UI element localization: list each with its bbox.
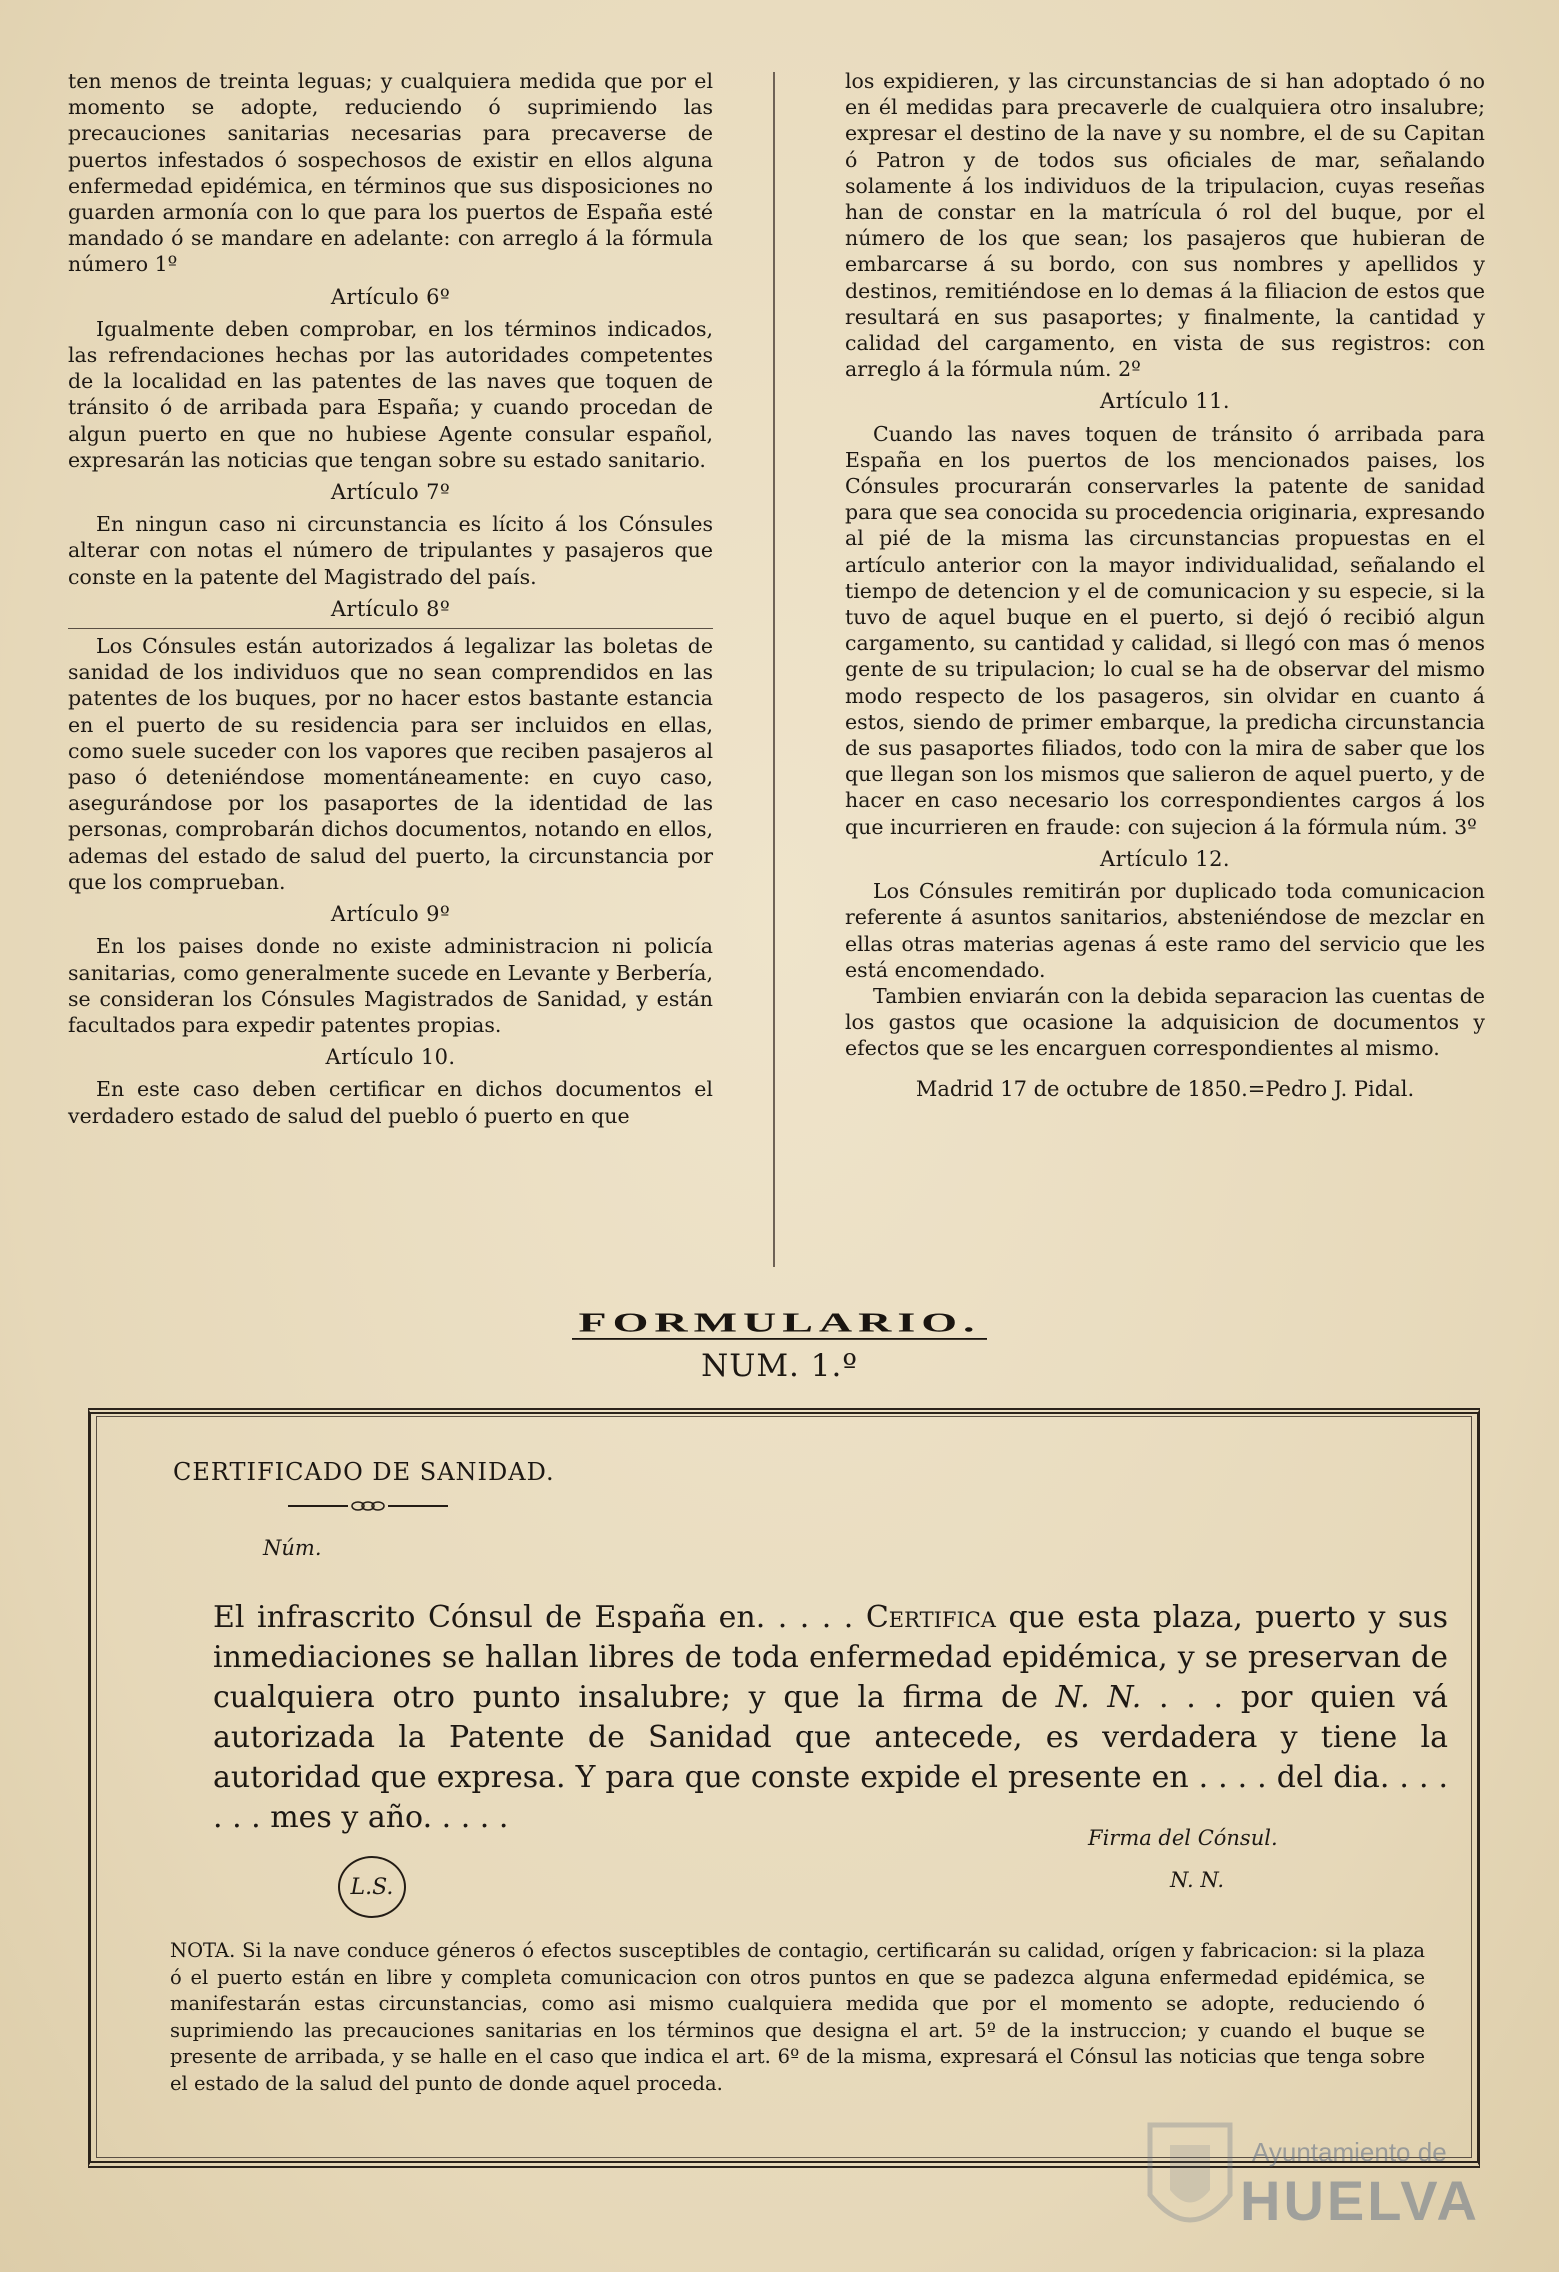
paragraph-art6: Igualmente deben comprobar, en los términos indicados, las refrendaciones hechas por las autoridades competentes de la localidad en las patentes de las naves que toquen de tránsito ó de arribada para España; y cuando procedan de algun puerto en que no hubiese Agente consular español, expresarán las noticias que tengan sobre su estado sanitario. bbox=[68, 316, 713, 472]
ornament-divider-icon bbox=[288, 1500, 448, 1512]
paragraph-art7: En ningun caso ni circunstancia es lícito á los Cónsules alterar con notas el número de tripulantes y pasajeros que conste en la patente del Magistrado del país. bbox=[68, 512, 713, 589]
note-text: Si la nave conduce géneros ó efectos susceptibles de contagio, certificarán su calidad, orígen y fabricacion: si la plaza ó el puerto están en libre y completa comunicacion con otros puntos en que se padezca alguna enfermedad epidémica, se manifestarán estas circunstancias, como asi mismo cualquiera medida que por el momento se adopte, reduciendo ó suprimiendo las precauciones sanitarias en los términos que designa el art. 5º de la instruccion; y cuando el buque se presente de arribada, y se halle en el caso que indica el art. 6º de la misma, expresará el Cónsul las noticias que tenga sobre el estado de la salud del punto de donde aquel proceda. bbox=[170, 1939, 1425, 2095]
heading-articulo-8: Artículo 8º bbox=[330, 596, 451, 621]
divider-line bbox=[68, 628, 713, 629]
certificate-body bbox=[213, 1598, 1448, 1838]
heading-articulo-9: Artículo 9º bbox=[330, 902, 451, 927]
paragraph-art5-continuation: ten menos de treinta leguas; y cualquiera medida que por el momento se adopte, reduciendo ó suprimiendo las precauciones sanitarias necesarias para precaverse de puertos infestados ó sospechosos de existir en ellos alguna enfermedad epidémica, en términos que sus disposiciones no guarden armonía con lo que para los puertos de España esté mandado ó se mandare en adelante: con arreglo á la fórmula número 1º bbox=[68, 69, 713, 277]
watermark-text-line2: HUELVA bbox=[1240, 2169, 1480, 2232]
paragraph-art11: Cuando las naves toquen de tránsito ó arribada para España en los puertos de los mencionados paises, los Cónsules procurarán conservarles la patente de sanidad para que sea conocida su procedencia originaria, expresando al pié de la misma las circunstancias propuestas en el artículo anterior con la mayor individualidad, señalando el tiempo de detencion y el de comunicacion y su especie, si la tuvo de aquel buque en el puerto, si dejó ó recibió algun cargamento, su cantidad y calidad, si llegó con mas ó menos gente de su tripulacion; lo cual se ha de observar del mismo modo respecto de los pasageros, sin olvidar en cuanto á estos, siendo de primer embarque, la predicha circunstancia de sus pasaportes filiados, todo con la mira de saber que los que llegan son los mismos que salieron de aquel puerto, y de hacer en caso necesario los correspondientes cargos á los que incurrieren en fraude: con sujecion á la fórmula núm. 3º bbox=[845, 421, 1485, 839]
body-part-1: El infrascrito Cónsul de España en. . . . . bbox=[213, 1600, 854, 1635]
paragraph-art10: En este caso deben certificar en dichos documentos el verdadero estado de salud del pueblo ó puerto en que bbox=[68, 1077, 713, 1128]
formulario-title bbox=[0, 1295, 1559, 1351]
watermark-text-line1: Ayuntamiento de bbox=[1252, 2137, 1447, 2167]
body-nn: N. N. bbox=[1055, 1680, 1142, 1715]
certificate-title: CERTIFICADO DE SANIDAD. bbox=[173, 1458, 555, 1486]
paragraph-art8: Los Cónsules están autorizados á legalizar las boletas de sanidad de los individuos que no sean comprendidos en las patentes de los buques, por no hacer estos bastante estancia en el puerto de su residencia para ser incluidos en ellas, como suele suceder con los vapores que reciben pasajeros al paso ó deteniéndose momentáneamente: en cuyo caso, asegurándose por los pasaportes de la identidad de las personas, comprobarán dichos documentos, notando en ellos, ademas del estado de salud del puerto, la circunstancia por que los comprueban. bbox=[68, 634, 713, 894]
certificate-number-label: Núm. bbox=[263, 1536, 322, 1560]
certificate-note bbox=[170, 1938, 1425, 2097]
date-signature: Madrid 17 de octubre de 1850.=Pedro J. Pidal. bbox=[915, 1076, 1415, 1101]
body-part-2: que esta plaza, puerto y sus inmediaciones se hallan libres de toda enfermedad epidémica, y se preservan de cualquiera otro punto insalubre; y que la firma de bbox=[213, 1600, 1449, 1715]
consul-signature-label: Firma del Cónsul. bbox=[1088, 1826, 1278, 1850]
note-label: NOTA. bbox=[170, 1939, 236, 1962]
certificate-frame bbox=[88, 1408, 1480, 2168]
heading-articulo-7: Artículo 7º bbox=[330, 480, 451, 505]
heading-articulo-12: Artículo 12. bbox=[1100, 846, 1230, 871]
formulario-number: NUM. 1.º bbox=[701, 1348, 858, 1384]
heading-articulo-10: Artículo 10. bbox=[325, 1045, 456, 1070]
right-column bbox=[845, 68, 1485, 1102]
body-part-3: . . . por quien vá autorizada la Patente de Sanidad que antecede, es verdadera y tiene la autoridad que expresa. Y para que conste expide el presente en . . . . del dia. . . . . . . mes y año. . . . . bbox=[213, 1680, 1448, 1835]
body-certifica: Certifica bbox=[865, 1600, 996, 1635]
consul-name: N. N. bbox=[1170, 1868, 1225, 1892]
paragraph-art10-continuation: los expidieren, y las circunstancias de si han adoptado ó no en él medidas para precaverle de cualquiera otro insalubre; expresar el destino de la nave y su nombre, el de su Capitan ó Patron y de todos sus oficiales de mar, señalando solamente á los individuos de la tripulacion, cuyas reseñas han de constar en la matrícula ó rol del buque, por el número de los que sean; los pasajeros que hubieran de embarcarse á su bordo, con sus nombres y apellidos y destinos, remitiéndose en lo demas á la filiacion de estos que resultará en sus pasaportes; y finalmente, la cantidad y calidad del cargamento, en vista de sus registros: con arreglo á la fórmula núm. 2º bbox=[845, 69, 1485, 382]
heading-articulo-6: Artículo 6º bbox=[330, 284, 451, 309]
heading-articulo-11: Artículo 11. bbox=[1100, 389, 1230, 414]
paragraph-art12b: Tambien enviarán con la debida separacion las cuentas de los gastos que ocasione la adquisicion de documentos y efectos que se les encarguen correspondientes al mismo. bbox=[845, 983, 1485, 1061]
paragraph-art12a: Los Cónsules remitirán por duplicado toda comunicacion referente á asuntos sanitarios, absteniéndose de mezclar en ellas otras materias agenas á este ramo del servicio que les está encomendado. bbox=[845, 879, 1485, 982]
paragraph-art9: En los paises donde no existe administracion ni policía sanitarias, como generalmente sucede en Levante y Berbería, se consideran los Cónsules Magistrados de Sanidad, y están facultados para expedir patentes propias. bbox=[68, 934, 713, 1037]
formulario-title-text: FORMULARIO. bbox=[572, 1306, 986, 1340]
locus-sigilli-seal: L.S. bbox=[338, 1856, 406, 1918]
left-column bbox=[68, 68, 713, 1129]
column-divider bbox=[773, 72, 775, 1267]
